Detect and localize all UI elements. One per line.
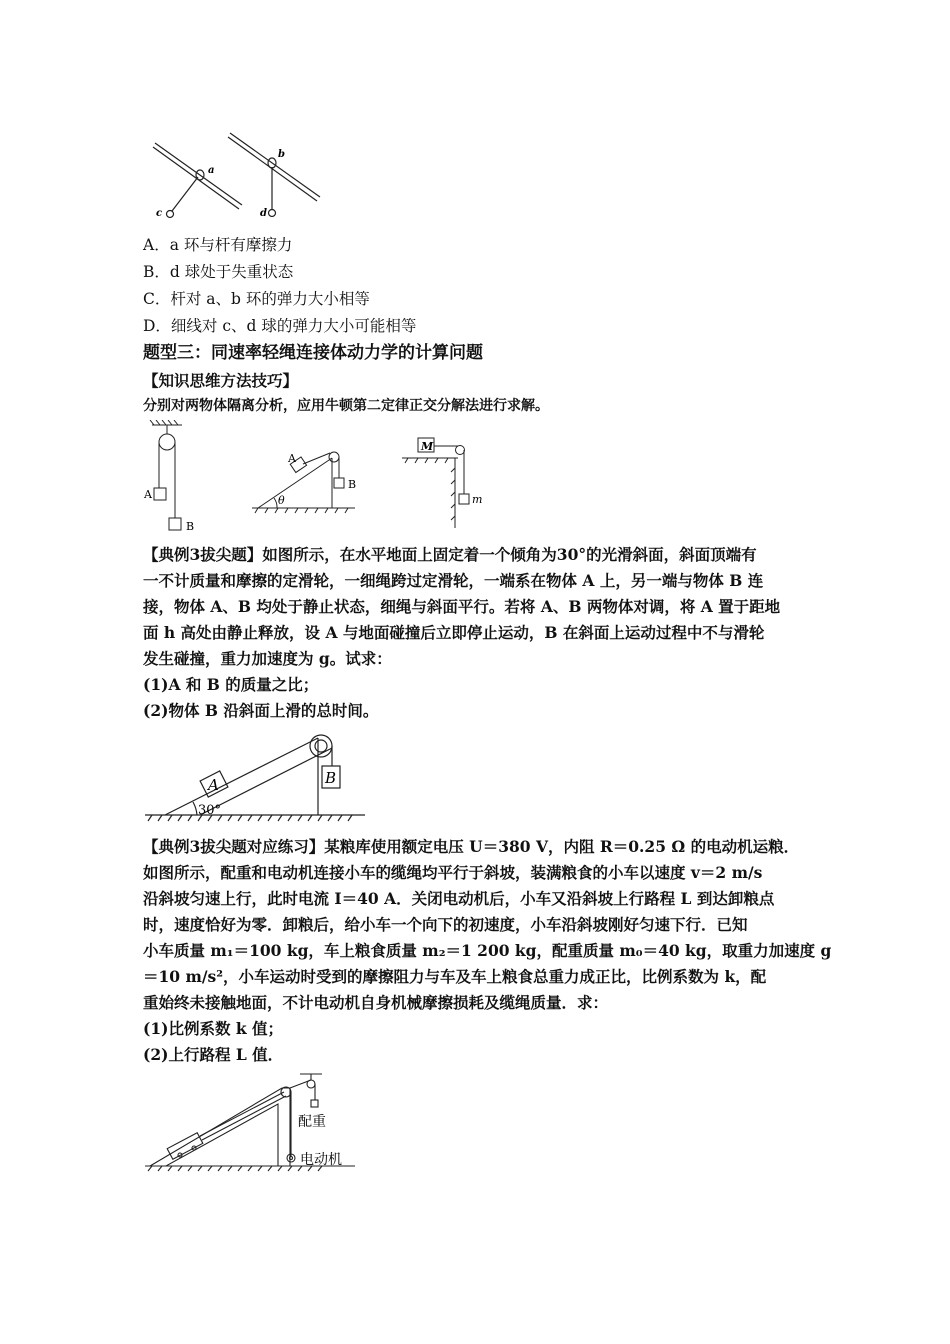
label-a: a [208, 165, 215, 176]
example3-line-5: 发生碰撞，重力加速度为 g。试求： [143, 649, 392, 668]
rods-rings-figure [150, 125, 350, 225]
fig3-label-B: B [325, 769, 337, 787]
option-a: A．a 环与杆有摩擦力 [143, 236, 293, 254]
section-title: 题型三：同速率轻绳连接体动力学的计算问题 [143, 343, 483, 363]
option-c: C．杆对 a、b 环的弹力大小相等 [143, 290, 370, 308]
fig2-label-A: A [144, 488, 152, 501]
example3-line-1: 【典例3拔尖题】如图所示，在水平地面上固定着一个倾角为30°的光滑斜面，斜面顶端有 [143, 545, 757, 564]
fig2-label-B: B [186, 520, 195, 533]
counterweight-label: 配重 [298, 1114, 326, 1130]
practice3-line-8: (1)比例系数 k 值； [143, 1019, 283, 1038]
practice3-line-4: 时，速度恰好为零．卸粮后，给小车一个向下的初速度，小车沿斜坡刚好匀速下行．已知 [143, 915, 748, 934]
example3-line-7: (2)物体 B 沿斜面上滑的总时间。 [143, 701, 379, 720]
method-text: 分别对两物体隔离分析，应用牛顿第二定律正交分解法进行求解。 [143, 398, 549, 414]
practice3-line-2: 如图所示，配重和电动机连接小车的缆绳均平行于斜坡，装满粮食的小车以速度 v＝2 m/s [143, 863, 763, 882]
fig2-theta: θ [278, 494, 285, 507]
practice3-line-3: 沿斜坡匀速上行，此时电流 I＝40 A．关闭电动机后，小车又沿斜坡上行路程 L 到达卸粮点 [143, 889, 775, 908]
fig2-incline-A: A [288, 452, 296, 465]
fig3-label-A: A [208, 776, 219, 794]
fig2-m: m [472, 493, 483, 506]
option-d: D．细线对 c、d 球的弹力大小可能相等 [143, 317, 417, 335]
incline-pulley-figure [140, 728, 370, 823]
option-b: B．d 球处于失重状态 [143, 263, 294, 281]
label-b: b [278, 149, 285, 160]
practice3-line-6: ＝10 m/s²，小车运动时受到的摩擦阻力与车及车上粮食总重力成正比，比例系数为 k，配 [143, 967, 767, 986]
label-c: c [156, 208, 163, 219]
fig2-incline-B: B [348, 478, 357, 491]
method-heading: 【知识思维方法技巧】 [143, 371, 299, 390]
grain-ramp-figure [140, 1070, 370, 1175]
fig2-M: M [421, 440, 434, 453]
example3-line-4: 面 h 高处由静止释放，设 A 与地面碰撞后立即停止运动，B 在斜面上运动过程中不与滑轮 [143, 623, 765, 642]
example3-line-6: (1)A 和 B 的质量之比； [143, 675, 319, 694]
connected-bodies-figure [140, 420, 500, 535]
motor-label: 电动机 [300, 1152, 342, 1168]
practice3-line-1: 【典例3拔尖题对应练习】某粮库使用额定电压 U＝380 V，内阻 R＝0.25 Ω 的电动机运粮． [143, 837, 800, 856]
practice3-line-7: 重始终未接触地面，不计电动机自身机械摩擦损耗及缆绳质量．求： [143, 993, 609, 1012]
practice3-line-5: 小车质量 m₁＝100 kg，车上粮食质量 m₂＝1 200 kg，配重质量 m₀＝40 kg，取重力加速度 g [143, 941, 832, 960]
example3-line-3: 接，物体 A、B 均处于静止状态，细绳与斜面平行。若将 A、B 两物体对调，将 A 置于距地 [143, 597, 781, 616]
label-d: d [260, 208, 267, 219]
practice3-line-9: (2)上行路程 L 值． [143, 1045, 284, 1064]
fig3-angle: 30° [198, 803, 222, 818]
example3-line-2: 一不计质量和摩擦的定滑轮，一细绳跨过定滑轮，一端系在物体 A 上，另一端与物体 B 连 [143, 571, 764, 590]
